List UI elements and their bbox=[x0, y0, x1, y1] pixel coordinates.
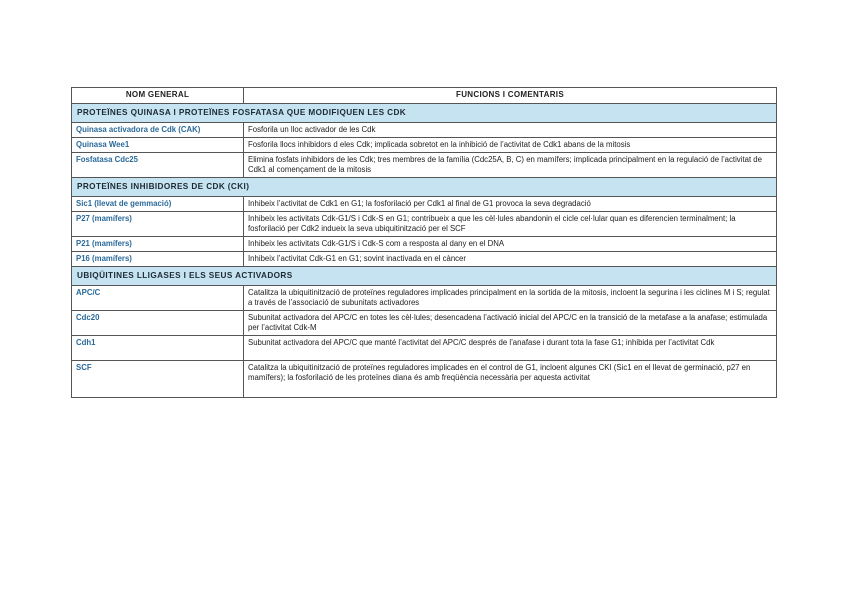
table-row bbox=[72, 361, 777, 398]
table-row bbox=[72, 197, 777, 212]
section-title: PROTEÏNES INHIBIDORES DE CDK (CKI) bbox=[72, 178, 777, 197]
header-funcions: FUNCIONS I COMENTARIS bbox=[244, 88, 777, 104]
row-desc: Fosforila un lloc activador de les Cdk bbox=[244, 123, 777, 138]
table-row bbox=[72, 212, 777, 237]
row-desc: Fosforila llocs inhibidors d eles Cdk; implicada sobretot en la inhibició de l’activitat de Cdk1 abans de la mitosis bbox=[244, 138, 777, 153]
section-header bbox=[72, 267, 777, 286]
table-row bbox=[72, 237, 777, 252]
row-desc: Subunitat activadora del APC/C en totes les cèl·lules; desencadena l’activació inicial del APC/C en la transició de la metafase a la anafase; estimulada per l’activitat Cdk-M bbox=[244, 311, 777, 336]
row-name: P27 (mamífers) bbox=[72, 212, 244, 237]
table-row bbox=[72, 336, 777, 361]
row-name: Quinasa Wee1 bbox=[72, 138, 244, 153]
row-desc: Inhibeix les activitats Cdk-G1/S i Cdk-S en G1; contribueix a que les cèl·lules abandonin el cicle cel·lular quan es diferencien terminalment; la fosforilació per Cdk2 indueix la seva ubiquitinització per el SCF bbox=[244, 212, 777, 237]
table-row bbox=[72, 138, 777, 153]
cdk-regulators-table bbox=[71, 87, 777, 398]
row-name: P16 (mamífers) bbox=[72, 252, 244, 267]
section-header bbox=[72, 104, 777, 123]
section-header bbox=[72, 178, 777, 197]
row-desc: Inhibeix les activitats Cdk-G1/S i Cdk-S com a resposta al dany en el DNA bbox=[244, 237, 777, 252]
row-desc: Inhibeix l’activitat Cdk-G1 en G1; sovint inactivada en el càncer bbox=[244, 252, 777, 267]
row-name: Sic1 (llevat de gemmació) bbox=[72, 197, 244, 212]
row-name: Cdc20 bbox=[72, 311, 244, 336]
row-name: Quinasa activadora de Cdk (CAK) bbox=[72, 123, 244, 138]
row-desc: Inhibeix l’activitat de Cdk1 en G1; la fosforilació per Cdk1 al final de G1 provoca la seva degradació bbox=[244, 197, 777, 212]
row-desc: Catalitza la ubiquitinització de proteïnes reguladores implicades en el control de G1, incloent algunes CKI (Sic1 en el llevat de germinació, p27 en mamífers); la fosforilació de les proteïnes diana és amb freqüència necessària per aquesta activitat bbox=[244, 361, 777, 398]
header-nom-general: NOM GENERAL bbox=[72, 88, 244, 104]
table-row bbox=[72, 153, 777, 178]
section-title: UBIQÜITINES LLIGASES I ELS SEUS ACTIVADORS bbox=[72, 267, 777, 286]
row-desc: Subunitat activadora del APC/C que manté l’activitat del APC/C després de l’anafase i durant tota la fase G1; inhibida per l’activitat Cdk bbox=[244, 336, 777, 361]
row-name: APC/C bbox=[72, 286, 244, 311]
section-title: PROTEÏNES QUINASA I PROTEÏNES FOSFATASA QUE MODIFIQUEN LES CDK bbox=[72, 104, 777, 123]
row-desc: Elimina fosfats inhibidors de les Cdk; tres membres de la família (Cdc25A, B, C) en mamífers; implicada principalment en la regulació de l’activitat de Cdk1 al començament de la mitosis bbox=[244, 153, 777, 178]
row-name: P21 (mamífers) bbox=[72, 237, 244, 252]
row-desc: Catalitza la ubiquitinització de proteïnes reguladores implicades principalment en la sortida de la mitosis, incloent la segurina i les ciclines M i S; regulat a través de l’associació de subunitats activadores bbox=[244, 286, 777, 311]
table-row bbox=[72, 123, 777, 138]
row-name: Fosfatasa Cdc25 bbox=[72, 153, 244, 178]
table-row bbox=[72, 286, 777, 311]
table-row bbox=[72, 311, 777, 336]
row-name: SCF bbox=[72, 361, 244, 398]
table-row bbox=[72, 252, 777, 267]
header-row bbox=[72, 88, 777, 104]
row-name: Cdh1 bbox=[72, 336, 244, 361]
